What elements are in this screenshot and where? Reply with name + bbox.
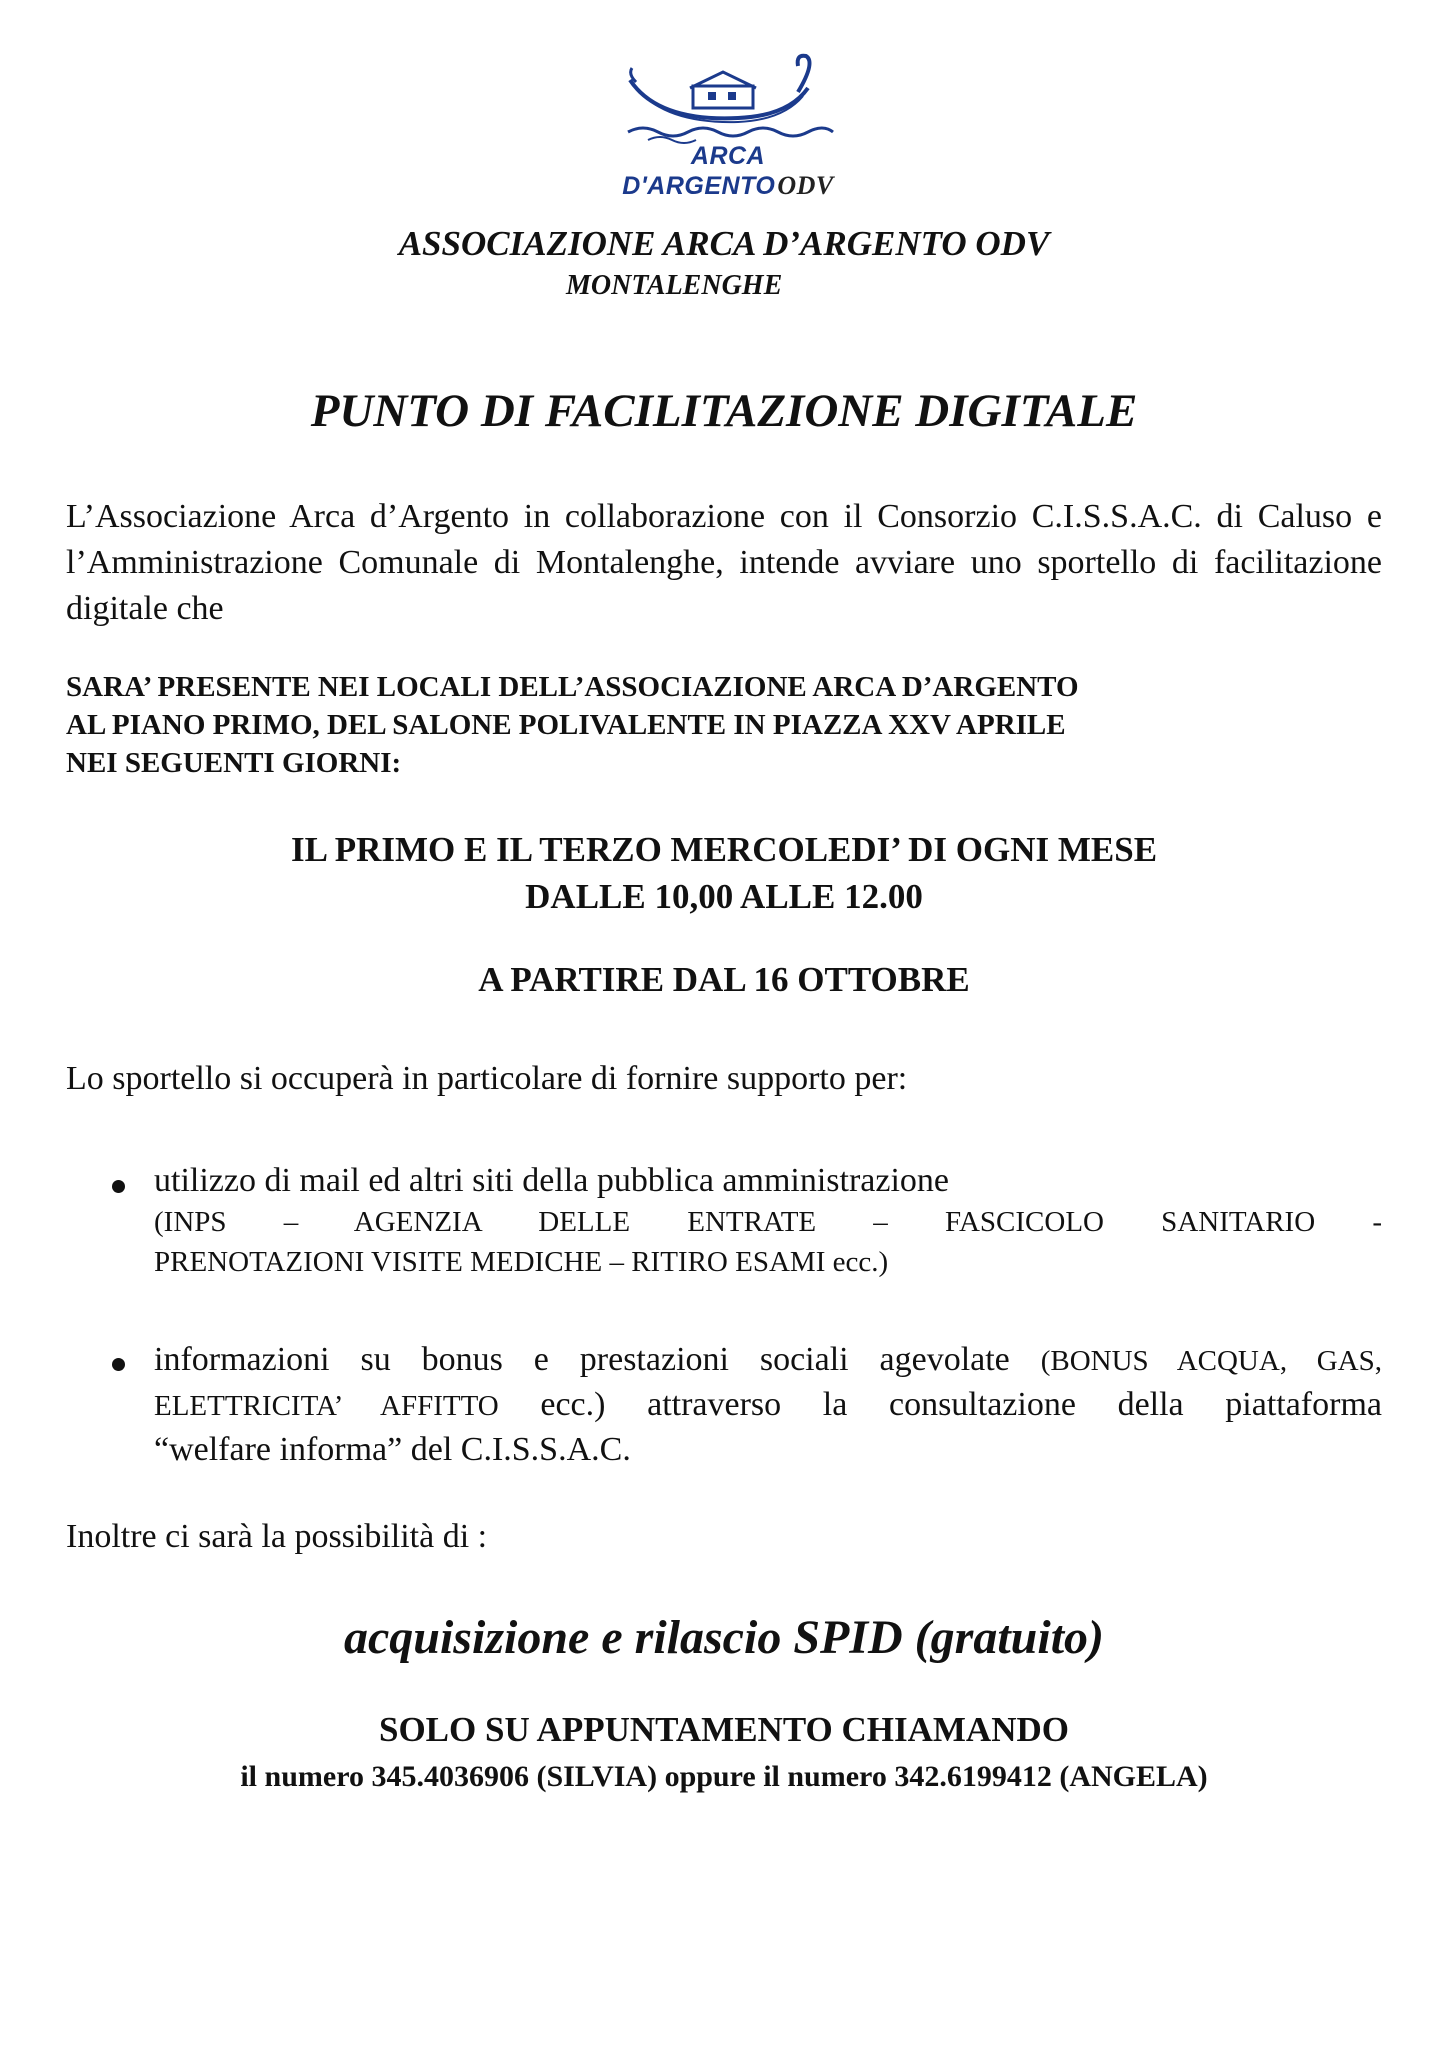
bullet-sub-text: (INPS – AGENZIA DELLE ENTRATE – FASCICOLO SANITARIO - (154, 1206, 1382, 1238)
page-title: PUNTO DI FACILITAZIONE DIGITALE (310, 385, 1138, 437)
association-city: MONTALENGHE (566, 270, 783, 301)
location-block (66, 668, 1382, 782)
bullet-main-text: utilizzo di mail ed altri siti della pubblica amministrazione (154, 1162, 949, 1199)
bullet-line: ELETTRICITA’ AFFITTO ecc.) attraverso la consultazione della piattaforma (154, 1386, 1382, 1423)
services-list (66, 1160, 1382, 1471)
schedule-block (0, 826, 1448, 920)
spid-headline: acquisizione e rilascio SPID (gratuito) (343, 1611, 1105, 1664)
bullet-line: informazioni su bonus e prestazioni sociali agevolate (BONUS ACQUA, GAS, (154, 1341, 1382, 1378)
phone-numbers: il numero 345.4036906 (SILVIA) oppure il numero 342.6199412 (ANGELA) (240, 1760, 1208, 1793)
location-line: SARA’ PRESENTE NEI LOCALI DELL’ASSOCIAZIONE ARCA D’ARGENTO (66, 671, 1079, 703)
bullet-line: “welfare informa” del C.I.S.S.A.C. (154, 1431, 631, 1468)
bullet-icon (112, 1180, 125, 1193)
schedule-days: IL PRIMO E IL TERZO MERCOLEDI’ DI OGNI MESE (290, 830, 1158, 869)
appointment-notice: SOLO SU APPUNTAMENTO CHIAMANDO (378, 1710, 1069, 1749)
ark-icon (598, 52, 858, 147)
association-name: ASSOCIAZIONE ARCA D’ARGENTO ODV (398, 224, 1050, 263)
support-intro: Lo sportello si occuperà in particolare di fornire supporto per: (66, 1060, 908, 1097)
bullet-sub-text: PRENOTAZIONI VISITE MEDICHE – RITIRO ESAMI ecc.) (154, 1246, 889, 1278)
list-item (66, 1338, 1382, 1471)
extra-intro: Inoltre ci sarà la possibilità di : (66, 1518, 488, 1555)
start-date: A PARTIRE DAL 16 OTTOBRE (478, 960, 970, 999)
intro-paragraph: L’Associazione Arca d’Argento in collaborazione con il Consorzio C.I.S.S.A.C. di Caluso e l’Amministrazione Comunale di Montalenghe, intende avviare uno sportello di facilitazione digitale che (66, 498, 1382, 627)
schedule-hours: DALLE 10,00 ALLE 12.00 (525, 877, 923, 916)
logo-wordmark: ARCA D'ARGENTOODV (622, 142, 834, 200)
location-line: NEI SEGUENTI GIORNI: (66, 747, 402, 779)
bullet-icon (112, 1358, 125, 1371)
list-item (66, 1160, 1382, 1282)
location-line: AL PIANO PRIMO, DEL SALONE POLIVALENTE IN PIAZZA XXV APRILE (66, 709, 1066, 741)
